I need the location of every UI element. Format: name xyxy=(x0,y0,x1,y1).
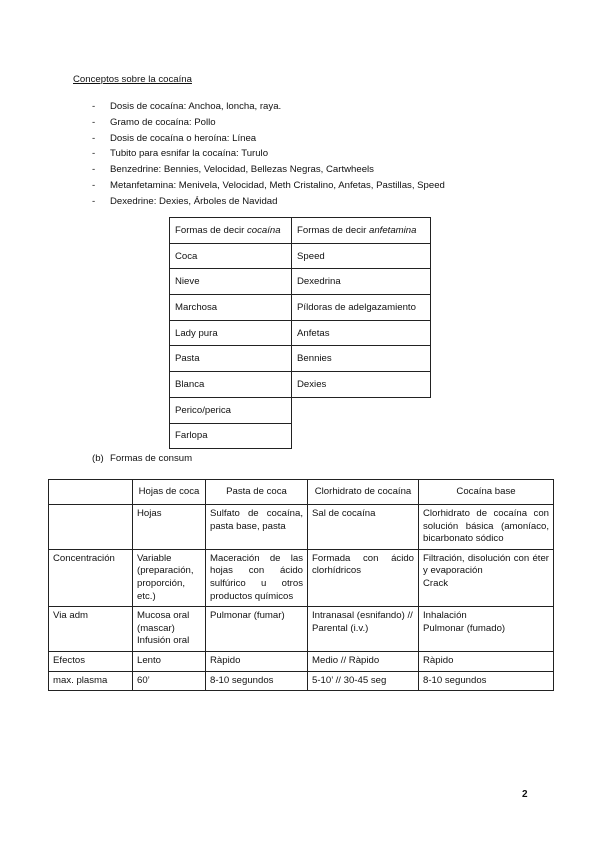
list-item xyxy=(92,194,445,210)
list-item-text: Dosis de cocaína: Anchoa, loncha, raya. xyxy=(110,101,282,112)
table-cell: Ràpido xyxy=(419,651,554,671)
table-cell: Variable (preparación, proporción, etc.) xyxy=(133,549,206,606)
table-row xyxy=(170,295,431,321)
row-header: Efectos xyxy=(49,651,133,671)
list-item-text: Tubito para esnifar la cocaína: Turulo xyxy=(110,148,269,160)
bullet-marker: - xyxy=(92,148,96,160)
table-cell: Perico/perica xyxy=(170,397,292,423)
column-header: Hojas de coca xyxy=(133,480,206,505)
table-cell: 5-10’ // 30-45 seg xyxy=(308,671,419,691)
list-item xyxy=(92,131,445,147)
row-header xyxy=(49,505,133,550)
table-cell: Hojas xyxy=(133,505,206,550)
list-item xyxy=(92,146,445,162)
table-cell: Nieve xyxy=(170,269,292,295)
table-cell: 8-10 segundos xyxy=(419,671,554,691)
table-row xyxy=(49,505,554,550)
table-row xyxy=(170,269,431,295)
table-cell: Dexedrina xyxy=(292,269,431,295)
table-cell: Intranasal (esnifando) // Parental (i.v.) xyxy=(308,607,419,652)
table-cell: Lento xyxy=(133,651,206,671)
column-header: Clorhidrato de cocaína xyxy=(308,480,419,505)
table-cell: Clorhidrato de cocaína con solución básica (amoníaco, bicarbonato sódico xyxy=(419,505,554,550)
bullet-marker: - xyxy=(92,116,96,128)
table-cell: Píldoras de adelgazamiento xyxy=(292,295,431,321)
subsection-heading xyxy=(92,453,192,464)
column-header: Cocaína base xyxy=(419,480,554,505)
header-text: Formas de decir xyxy=(297,224,369,236)
table-cell: Mucosa oral (mascar) Infusión oral xyxy=(133,607,206,652)
table-cell: Pasta xyxy=(170,346,292,372)
list-item-text: Dexedrine: Dexies, Árboles de Navidad xyxy=(110,195,278,207)
table-row xyxy=(170,320,431,346)
table-cell: 8-10 segundos xyxy=(206,671,308,691)
table-cell: Lady pura xyxy=(170,320,292,346)
table-cell: Dexies xyxy=(292,372,431,398)
bullet-marker: - xyxy=(92,195,96,207)
header-anfetamina xyxy=(292,218,431,244)
list-item-text: Metanfetamina: Menivela, Velocidad, Meth Cristalino, Anfetas, Pastillas, Speed xyxy=(110,179,445,191)
list-item-text: Benzedrine: Bennies, Velocidad, Bellezas Negras, Cartwheels xyxy=(110,164,374,176)
table-row xyxy=(170,423,431,449)
table-row xyxy=(170,372,431,398)
table-cell: Farlopa xyxy=(170,423,292,449)
table-cell: Sulfato de cocaína, pasta base, pasta xyxy=(206,505,308,550)
list-item xyxy=(92,115,445,131)
table-cell: Ràpido xyxy=(206,651,308,671)
table-cell: Maceración de las hojas con ácido sulfúrico u otros productos químicos xyxy=(206,549,308,606)
table-cell: 60’ xyxy=(133,671,206,691)
consumption-table xyxy=(48,479,554,691)
header-cocaina xyxy=(170,218,292,244)
list-item xyxy=(92,178,445,194)
table-cell: Medio // Ràpido xyxy=(308,651,419,671)
bullet-marker: - xyxy=(92,101,96,112)
empty-cell xyxy=(292,397,431,423)
bullet-marker: - xyxy=(92,164,96,176)
section-title: Conceptos sobre la cocaína xyxy=(73,74,192,85)
header-italic-text: cocaína xyxy=(246,224,281,236)
table-row xyxy=(170,346,431,372)
table-row xyxy=(170,243,431,269)
list-item xyxy=(92,162,445,178)
bullet-marker: - xyxy=(92,179,96,191)
header-text: Formas de decir xyxy=(175,224,247,236)
table-header-row xyxy=(170,218,431,244)
table-cell: Blanca xyxy=(170,372,292,398)
table-row xyxy=(49,607,554,652)
empty-cell xyxy=(292,423,431,449)
table-row xyxy=(49,549,554,606)
column-header xyxy=(49,480,133,505)
table-cell: Coca xyxy=(170,243,292,269)
list-item-text: Dosis de cocaína o heroína: Línea xyxy=(110,132,257,144)
bullet-marker: - xyxy=(92,132,96,144)
list-item xyxy=(92,99,445,115)
table-row xyxy=(170,397,431,423)
row-header: Via adm xyxy=(49,607,133,652)
table-cell: Inhalación Pulmonar (fumado) xyxy=(419,607,554,652)
table-header-row xyxy=(49,480,554,505)
table-cell: Sal de cocaína xyxy=(308,505,419,550)
table-row xyxy=(49,671,554,691)
subsection-title: Formas de consum xyxy=(110,453,193,464)
page-number: 2 xyxy=(522,789,528,800)
slang-table xyxy=(169,217,431,449)
bullet-list xyxy=(92,99,445,210)
table-cell: Filtración, disolución con éter y evaporación Crack xyxy=(419,549,554,606)
table-cell: Pulmonar (fumar) xyxy=(206,607,308,652)
row-header: max. plasma xyxy=(49,671,133,691)
header-italic-text: anfetamina xyxy=(368,224,417,236)
table-row xyxy=(49,651,554,671)
table-cell: Marchosa xyxy=(170,295,292,321)
table-cell: Bennies xyxy=(292,346,431,372)
subsection-label: (b) xyxy=(92,453,104,464)
table-cell: Formada con ácido clorhídricos xyxy=(308,549,419,606)
table-cell: Speed xyxy=(292,243,431,269)
row-header: Concentración xyxy=(49,549,133,606)
list-item-text: Gramo de cocaína: Pollo xyxy=(110,116,216,128)
table-cell: Anfetas xyxy=(292,320,431,346)
column-header: Pasta de coca xyxy=(206,480,308,505)
